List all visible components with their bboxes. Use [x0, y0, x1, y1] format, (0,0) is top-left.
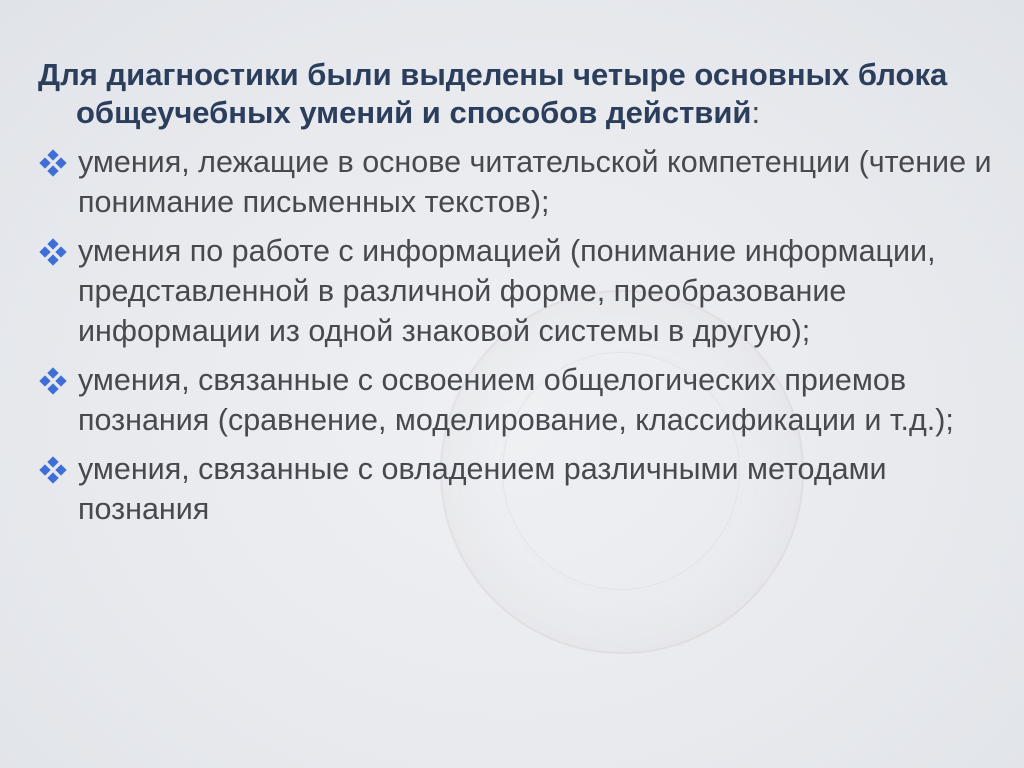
- list-item: [38, 360, 998, 440]
- slide-content: [38, 56, 998, 538]
- list-item: [38, 231, 998, 351]
- bullet-list: [38, 142, 998, 529]
- intro-colon: :: [751, 95, 761, 130]
- list-item-text: умения, связанные с овладением различными методами познания: [78, 452, 887, 526]
- list-item: [38, 142, 998, 222]
- diamond-bullet-icon: [40, 457, 66, 483]
- list-item-text: умения, связанные с освоением общелогических приемов познания (сравнение, моделирование, классификации и т.д.);: [78, 363, 954, 437]
- list-item: [38, 449, 998, 529]
- intro-text: Для диагностики были выделены четыре основных блока общеучебных умений и способов действий: [38, 57, 948, 130]
- diamond-bullet-icon: [40, 368, 66, 394]
- diamond-bullet-icon: [40, 239, 66, 265]
- slide-intro: [38, 56, 998, 132]
- list-item-text: умения, лежащие в основе читательской компетенции (чтение и понимание письменных текстов);: [78, 145, 992, 219]
- diamond-bullet-icon: [40, 150, 66, 176]
- list-item-text: умения по работе с информацией (понимание информации, представленной в различной форме, преобразование информации из одной знаковой системы в другую);: [78, 234, 936, 348]
